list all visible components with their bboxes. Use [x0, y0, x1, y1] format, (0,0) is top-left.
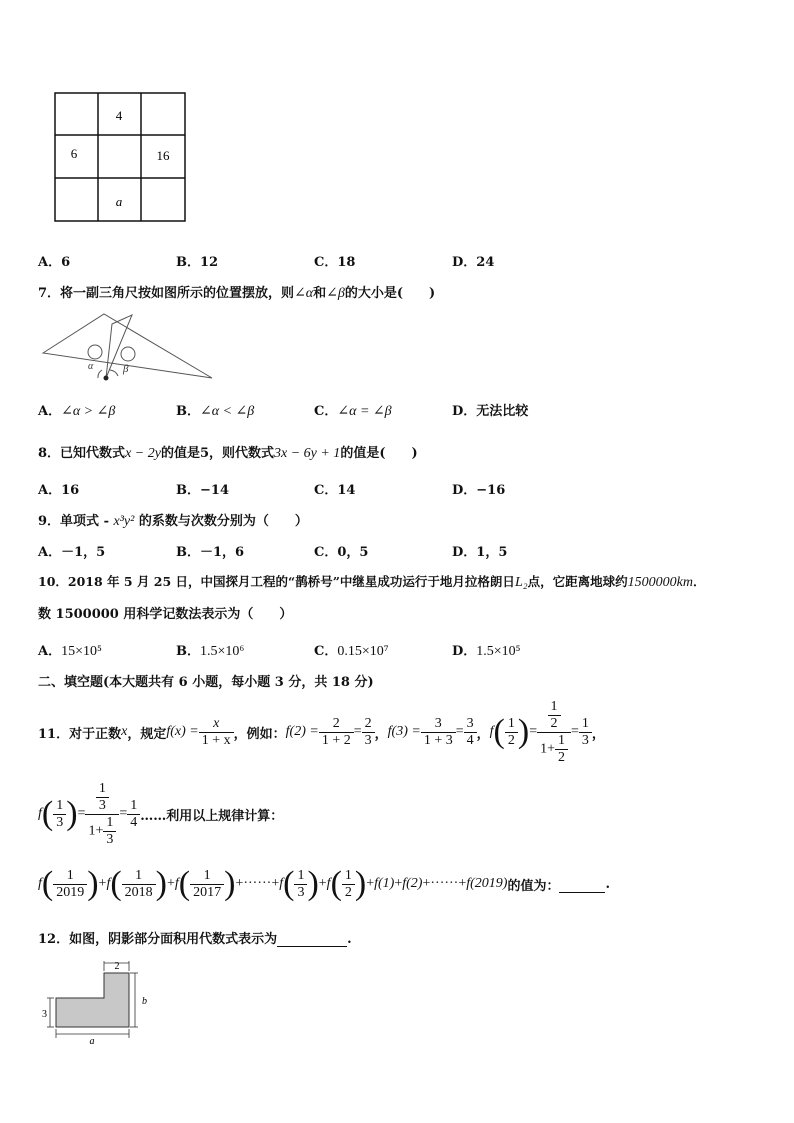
q10-option-c[interactable]: C．0.15×10⁷ [314, 644, 389, 659]
triangle-rulers-figure [40, 312, 218, 384]
complex-fraction-half: $\frac{1}{2}$ 1+ $\frac{1}{2}$ [537, 699, 571, 766]
q12-answer-blank[interactable] [277, 930, 347, 947]
q8-stem: 8．已知代数式x − 2y的值是5，则代数式3x − 6y + 1的值是( ) [38, 446, 418, 461]
grid-cell-bottom-middle: a [115, 194, 123, 209]
q7-option-a[interactable]: A．∠α > ∠β [38, 404, 116, 419]
q9-option-d[interactable]: D．1，5 [452, 545, 508, 560]
q9-option-c[interactable]: C．0，5 [314, 545, 369, 560]
q8-option-a[interactable]: A．16 [38, 483, 80, 498]
q6-option-a[interactable]: A．6 [38, 255, 71, 270]
label-right: b [142, 996, 147, 1007]
beta-label: β [123, 363, 129, 375]
label-bottom: a [89, 1036, 95, 1046]
q11-line2: f ( $\frac{1}{3}$ ) = $\frac{1}{3}$ 1+ $\frac{1}{3}$ = $\frac{1}{4}$ ……利用以上规律计算： [38, 780, 284, 847]
q7-option-c[interactable]: C．∠α = ∠β [314, 404, 392, 419]
q8-option-c[interactable]: C．14 [314, 483, 356, 498]
grid-figure [52, 90, 188, 224]
q7-option-d[interactable]: D．无法比较 [452, 404, 529, 419]
q9-stem: 9．单项式 - x³y² 的系数与次数分别为（ ） [38, 514, 308, 529]
label-top: 2 [114, 961, 120, 972]
q10-stem-line1: 10．2018 年 5 月 25 日，中国探月工程的“鹊桥号”中继星成功运行于地月拉格朗日L₂点，它距离地球约1500000km． [38, 574, 706, 590]
q7-option-b[interactable]: B．∠α < ∠β [176, 404, 255, 419]
q9-option-b[interactable]: B．－1，6 [176, 545, 245, 560]
q8-option-b[interactable]: B．−14 [176, 483, 229, 498]
q10-option-d[interactable]: D．1.5×10⁵ [452, 644, 521, 659]
q8-option-d[interactable]: D．−16 [452, 483, 506, 498]
q10-option-b[interactable]: B．1.5×10⁶ [176, 644, 245, 659]
q7-stem: 7．将一副三角尺按如图所示的位置摆放，则∠α和∠β的大小是( ) [38, 286, 436, 301]
def-fraction: $\frac{x}{1 + x}$ [199, 716, 234, 749]
q6-option-b[interactable]: B．12 [176, 255, 219, 270]
label-left: 3 [42, 1009, 47, 1020]
q11-sum-line: f ( $\frac{1}{2019}$ ) + f ( $\frac{1}{2018}$ ) + f ( $\frac{1}{2017}$ ) +······+ f ( $\frac{1}{3}$ ) + f ( $\frac{1}{2}$ ) + f(1) + f(2) +······+ f(2019) 的值为： . [38, 865, 610, 902]
q12-stem: 12．如图，阴影部分面积用代数式表示为 . [38, 932, 352, 947]
q6-option-c[interactable]: C．18 [314, 255, 356, 270]
q10-stem-line2: 数 1500000 用科学记数法表示为（ ） [38, 607, 293, 622]
q10-option-a[interactable]: A．15×10⁵ [38, 644, 102, 659]
alpha-label: α [88, 361, 94, 372]
q11-answer-blank[interactable] [559, 876, 605, 893]
shaded-area-figure [38, 958, 156, 1046]
q11-line1: 11． 对于正数 x ，规定 f(x) = $\frac{x}{1 + x}$ ，例如： f(2) = $\frac{2}{1 + 2}$ = $\frac{2}{3}$ ， f(3) = $\frac{3}{1 + 3}$ = $\frac{3}{4}$ ， f ( $\frac{1}{2}$ ) = $\frac{1}{2}$ 1+ $\frac{1}{2}$ = $\frac{1}{3}$ ， [38, 698, 605, 765]
grid-cell-top-middle: 4 [115, 108, 123, 123]
section-2-title: 二、填空题(本大题共有 6 小题，每小题 3 分，共 18 分) [38, 675, 374, 690]
q9-option-a[interactable]: A．－1，5 [38, 545, 106, 560]
grid-cell-middle-left: 6 [70, 146, 78, 161]
grid-cell-middle-right: 16 [156, 148, 170, 163]
complex-fraction-third: $\frac{1}{3}$ 1+ $\frac{1}{3}$ [85, 781, 119, 848]
q6-option-d[interactable]: D．24 [452, 255, 495, 270]
